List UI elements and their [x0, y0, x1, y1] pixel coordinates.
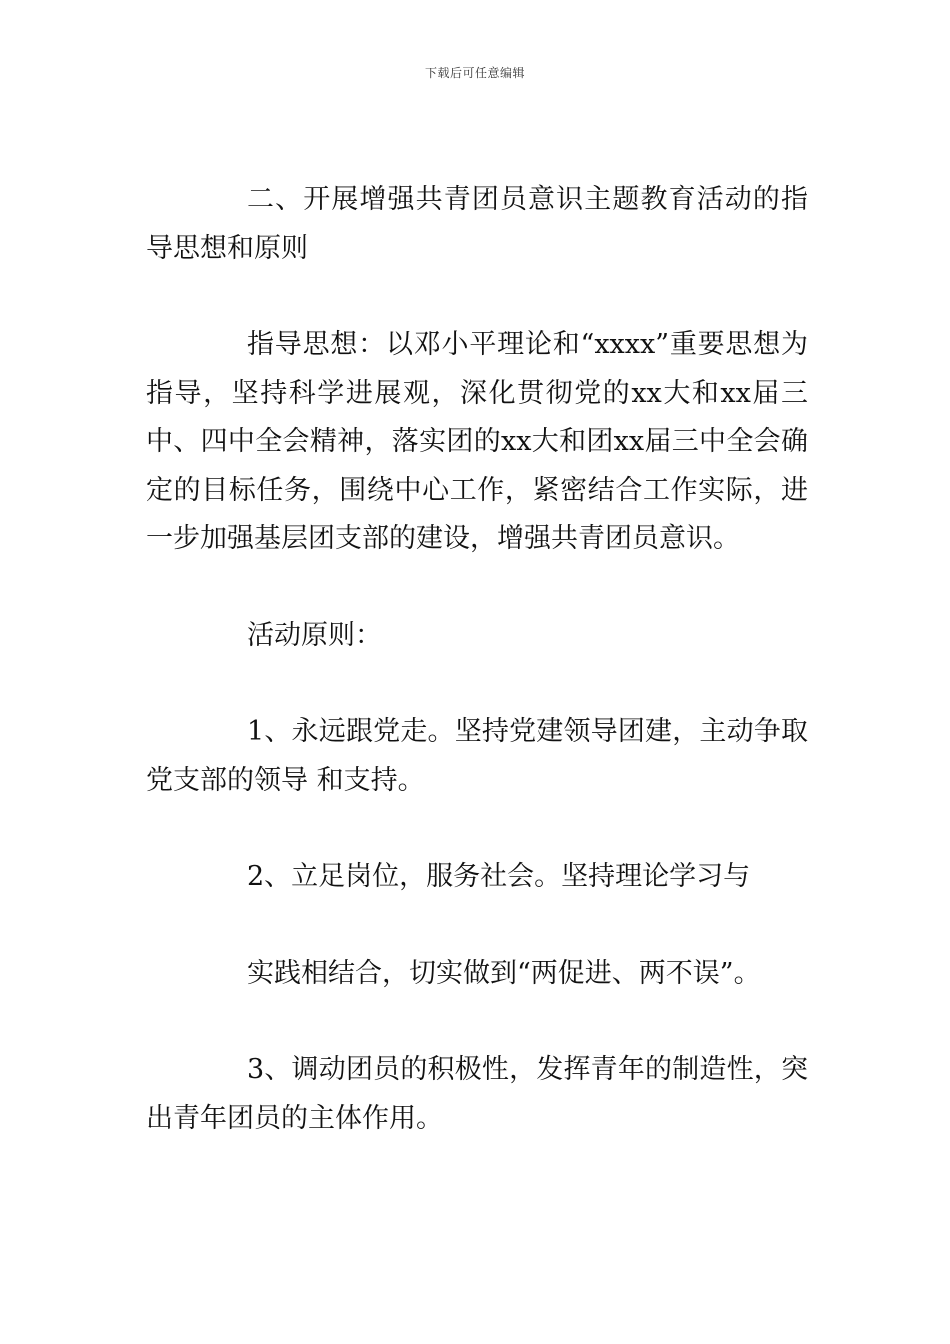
principles-label: 活动原则： — [247, 619, 382, 651]
document-body — [146, 176, 808, 1143]
principle-2-paragraph: 2、立足岗位，服务社会。坚持理论学习与 — [247, 861, 751, 892]
guiding-thought-paragraph: 指导思想：以邓小平理论和“xxxx”重要思想为指导，坚持科学进展观，深化贯彻党的xx大和xx届三中、四中全会精神，落实团的xx大和团xx届三中全会确定的目标任务，围绕中心工作，紧密结合工作实际，进一步加强基层团支部的建设，增强共青团员意识。 — [146, 329, 808, 554]
principle-3-paragraph: 3、调动团员的积极性，发挥青年的制造性，突出青年团员的主体作用。 — [146, 1054, 808, 1134]
principle-2-continuation: 实践相结合，切实做到“两促进、两不误”。 — [247, 957, 761, 989]
page-header: 下载后可任意编辑 — [424, 66, 525, 80]
section-heading: 二、开展增强共青团员意识主题教育活动的指导思想和原则 — [146, 184, 808, 264]
principle-1-paragraph: 1、永远跟党走。坚持党建领导团建，主动争取党支部的领导 和支持。 — [146, 716, 808, 796]
